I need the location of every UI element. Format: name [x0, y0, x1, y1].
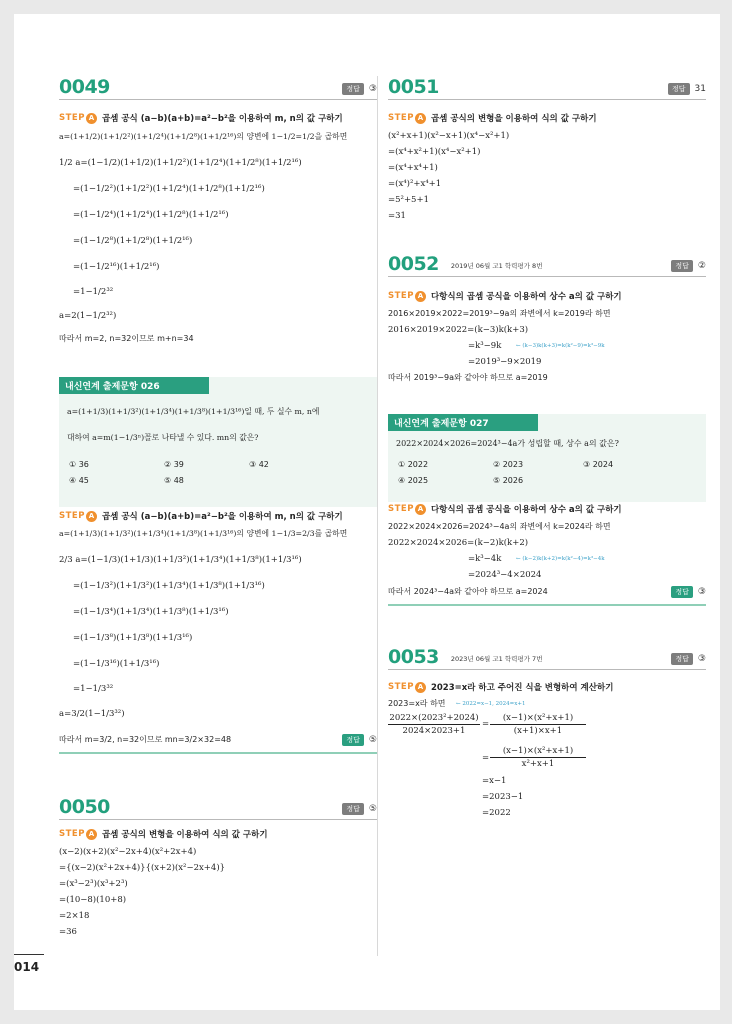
solution-line: (x−2)(x+2)(x²−2x+4)(x²+2x+4)	[59, 847, 197, 857]
solution-line: =x−1	[482, 776, 507, 786]
choice-4[interactable]: ④ 45	[69, 476, 89, 485]
answer-box	[342, 734, 377, 746]
step-a-icon: A	[415, 291, 426, 302]
choice-3[interactable]: ③ 42	[249, 460, 269, 469]
question-text: a=(1+1/3)(1+1/3²)(1+1/3⁴)(1+1/3⁸)(1+1/3¹⁶)일 때, 두 실수 m, n에	[67, 407, 320, 416]
answer-value: ③	[697, 654, 706, 664]
step-a-icon: A	[86, 511, 97, 522]
solution-line: =2023−1	[482, 792, 524, 802]
fraction-denominator: x²+x+1	[521, 759, 555, 769]
solution-line: =(x⁴+x⁴+1)	[388, 163, 438, 173]
solution-line: a=3/2(1−1/3³²)	[59, 709, 125, 719]
answer-value: ⑤	[368, 735, 377, 745]
answer-value: 31	[694, 84, 706, 94]
column-divider	[377, 76, 378, 956]
solution-line: =(1−1/2¹⁶)(1+1/2¹⁶)	[73, 262, 160, 272]
solution-line: 2022×2024×2026=2024³−4a의 좌변에서 k=2024라 하면	[388, 522, 611, 531]
choice-2[interactable]: ② 39	[164, 460, 184, 469]
solution-line: =(x³−2³)(x³+2³)	[59, 879, 128, 889]
step-title: 다항식의 곱셈 공식을 이용하여 상수 a의 값 구하기	[430, 505, 622, 515]
problem-number: 0049	[59, 76, 110, 98]
solution-line: 2023=x라 하면	[388, 699, 446, 708]
choice-2[interactable]: ② 2023	[493, 460, 524, 469]
solution-line: a=(1+1/3)(1+1/3²)(1+1/3⁴)(1+1/3⁸)(1+1/3¹⁶)의 양변에 1−1/3=2/3를 곱하면	[59, 529, 348, 538]
solution-line: =2022	[482, 808, 511, 818]
answer-box	[671, 260, 706, 272]
solution-line: =(1−1/3⁸)(1+1/3⁸)(1+1/3¹⁶)	[73, 633, 193, 643]
step-heading: STEP A 곱셈 공식의 변형을 이용하여 식의 값 구하기	[59, 829, 268, 840]
solution-line: =2×18	[59, 911, 90, 921]
solution-line: =(1−1/3⁴)(1+1/3⁴)(1+1/3⁸)(1+1/3¹⁶)	[73, 607, 229, 617]
step-heading: STEP A 곱셈 공식의 변형을 이용하여 식의 값 구하기	[388, 113, 597, 124]
step-title: 곱셈 공식의 변형을 이용하여 식의 값 구하기	[101, 830, 268, 840]
solution-line: 1/2 a=(1−1/2)(1+1/2)(1+1/2²)(1+1/2⁴)(1+1/2⁸)(1+1/2¹⁶)	[59, 158, 302, 168]
answer-box	[342, 83, 377, 95]
problem-number: 0052	[388, 253, 439, 275]
step-a-icon: A	[415, 682, 426, 693]
question-title-026: 내신연계 출제문항 026	[59, 377, 209, 394]
solution-line: =31	[388, 211, 406, 221]
page-number-rule	[14, 954, 44, 955]
choice-1[interactable]: ① 36	[69, 460, 89, 469]
fraction-denominator: 2024×2023+1	[402, 726, 466, 736]
solution-line: =2024³−4×2024	[468, 570, 542, 580]
question-text: 대하여 a=m(1−1/3ⁿ)꼴로 나타낼 수 있다. mn의 값은?	[67, 433, 259, 442]
page-number: 014	[14, 960, 40, 974]
step-heading: STEP A 곱셈 공식 (a−b)(a+b)=a²−b²을 이용하여 m, n의 값 구하기	[59, 113, 343, 124]
answer-value: ⑤	[368, 804, 377, 814]
solution-line: =(1−1/2²)(1+1/2²)(1+1/2⁴)(1+1/2⁸)(1+1/2¹⁶)	[73, 184, 265, 194]
answer-value: ③	[697, 587, 706, 597]
fraction-numerator: (x−1)×(x²+x+1)	[490, 745, 586, 758]
step-heading: STEP A 다항식의 곱셈 공식을 이용하여 상수 a의 값 구하기	[388, 291, 622, 302]
problem-source: 2019년 06월 고1 학력평가 8번	[450, 262, 543, 270]
problem-header-0052	[388, 251, 706, 277]
solution-line: 2/3 a=(1−1/3)(1+1/3)(1+1/3²)(1+1/3⁴)(1+1/3⁸)(1+1/3¹⁶)	[59, 555, 302, 565]
problem-number: 0051	[388, 76, 439, 98]
problem-number: 0050	[59, 796, 110, 818]
fraction-numerator: 2022×(2023²+2024)	[389, 713, 479, 723]
solution-line: =(x⁴)²+x⁴+1	[388, 179, 442, 189]
solution-line: 2022×2024×2026=(k−2)k(k+2)	[388, 538, 529, 548]
equals-sign: =	[482, 753, 490, 763]
choice-5[interactable]: ⑤ 48	[164, 476, 184, 485]
solution-line: a=(1+1/2)(1+1/2²)(1+1/2⁴)(1+1/2⁸)(1+1/2¹⁶)의 양변에 1−1/2=1/2을 곱하면	[59, 132, 348, 141]
step-heading: STEP A 곱셈 공식 (a−b)(a+b)=a²−b²을 이용하여 m, n의 값 구하기	[59, 511, 343, 522]
solution-line: (x²+x+1)(x²−x+1)(x⁴−x²+1)	[388, 131, 510, 141]
solution-line: ={(x−2)(x²+2x+4)}{(x+2)(x²−2x+4)}	[59, 863, 226, 873]
step-title: 2023=x라 하고 주어진 식을 변형하여 계산하기	[430, 683, 614, 693]
answer-label: 정답	[671, 653, 693, 665]
choice-5[interactable]: ⑤ 2026	[493, 476, 524, 485]
choice-4[interactable]: ④ 2025	[398, 476, 429, 485]
answer-label: 정답	[342, 83, 364, 95]
answer-value: ③	[368, 84, 377, 94]
answer-box	[671, 653, 706, 665]
step-title: 곱셈 공식 (a−b)(a+b)=a²−b²을 이용하여 m, n의 값 구하기	[101, 512, 343, 522]
section-divider	[388, 604, 706, 606]
solution-conclusion: 따라서 2024³−4a와 같아야 하므로 a=2024	[388, 587, 548, 596]
problem-source: 2023년 06월 고1 학력평가 7번	[450, 655, 543, 663]
choice-1[interactable]: ① 2022	[398, 460, 429, 469]
answer-box	[342, 803, 377, 815]
question-text: 2022×2024×2026=2024³−4a가 성립할 때, 상수 a의 값은?	[396, 439, 619, 448]
solution-line: =(1−1/3²)(1+1/3²)(1+1/3⁴)(1+1/3⁸)(1+1/3¹⁶)	[73, 581, 265, 591]
step-title: 다항식의 곱셈 공식을 이용하여 상수 a의 값 구하기	[430, 292, 622, 302]
solution-line: =36	[59, 927, 77, 937]
step-a-icon: A	[86, 113, 97, 124]
problem-header-0051	[388, 74, 706, 100]
hint-note: ← (k−2)k(k+2)=k(k²−4)=k³−4k	[516, 556, 605, 562]
step-a-icon: A	[86, 829, 97, 840]
problem-header-0049	[59, 74, 377, 100]
solution-line: =1−1/2³²	[73, 287, 114, 297]
page	[14, 14, 720, 1010]
solution-line: =(1−1/2⁸)(1+1/2⁸)(1+1/2¹⁶)	[73, 236, 193, 246]
solution-line: =1−1/3³²	[73, 684, 114, 694]
hint-note: ← (k−3)k(k+3)=k(k²−9)=k³−9k	[516, 343, 605, 349]
solution-conclusion: 따라서 m=3/2, n=32이므로 mn=3/2×32=48	[59, 735, 232, 744]
solution-conclusion: 따라서 m=2, n=32이므로 m+n=34	[59, 334, 194, 343]
hint-note: ← 2022=x−1, 2024=x+1	[456, 701, 526, 707]
section-divider	[59, 752, 377, 754]
step-a-icon: A	[415, 504, 426, 515]
answer-label: 정답	[668, 83, 690, 95]
solution-line: =2019³−9×2019	[468, 357, 542, 367]
answer-label: 정답	[671, 260, 693, 272]
solution-line: =(1−1/2⁴)(1+1/2⁴)(1+1/2⁸)(1+1/2¹⁶)	[73, 210, 229, 220]
step-heading: STEP A 다항식의 곱셈 공식을 이용하여 상수 a의 값 구하기	[388, 504, 622, 515]
solution-line: a=2(1−1/2³²)	[59, 311, 117, 321]
solution-line: 2016×2019×2022=(k−3)k(k+3)	[388, 325, 529, 335]
equals-sign: =	[482, 719, 490, 729]
answer-box	[671, 586, 706, 598]
fraction-denominator: (x+1)×x+1	[513, 726, 563, 736]
problem-number: 0053	[388, 646, 439, 668]
choice-3[interactable]: ③ 2024	[583, 460, 614, 469]
step-a-icon: A	[415, 113, 426, 124]
answer-box	[668, 83, 706, 95]
solution-line: 2016×2019×2022=2019³−9a의 좌변에서 k=2019라 하면	[388, 309, 611, 318]
answer-label: 정답	[342, 803, 364, 815]
solution-line: =(x⁴+x²+1)(x⁴−x²+1)	[388, 147, 481, 157]
step-title: 곱셈 공식의 변형을 이용하여 식의 값 구하기	[430, 114, 597, 124]
problem-header-0050	[59, 794, 377, 820]
answer-value: ②	[697, 261, 706, 271]
solution-line: =5²+5+1	[388, 195, 429, 205]
solution-conclusion: 따라서 2019³−9a와 같아야 하므로 a=2019	[388, 373, 548, 382]
solution-line: =(1−1/3¹⁶)(1+1/3¹⁶)	[73, 659, 160, 669]
step-heading: STEP A 2023=x라 하고 주어진 식을 변형하여 계산하기	[388, 682, 614, 693]
step-title: 곱셈 공식 (a−b)(a+b)=a²−b²을 이용하여 m, n의 값 구하기	[101, 114, 343, 124]
answer-label: 정답	[671, 586, 693, 598]
problem-header-0053	[388, 644, 706, 670]
solution-line: =k³−4k	[468, 554, 502, 564]
answer-label: 정답	[342, 734, 364, 746]
solution-line: =k³−9k	[468, 341, 502, 351]
question-title-027: 내신연계 출제문항 027	[388, 414, 538, 431]
fraction-numerator: (x−1)×(x²+x+1)	[490, 712, 586, 725]
solution-line: =(10−8)(10+8)	[59, 895, 127, 905]
